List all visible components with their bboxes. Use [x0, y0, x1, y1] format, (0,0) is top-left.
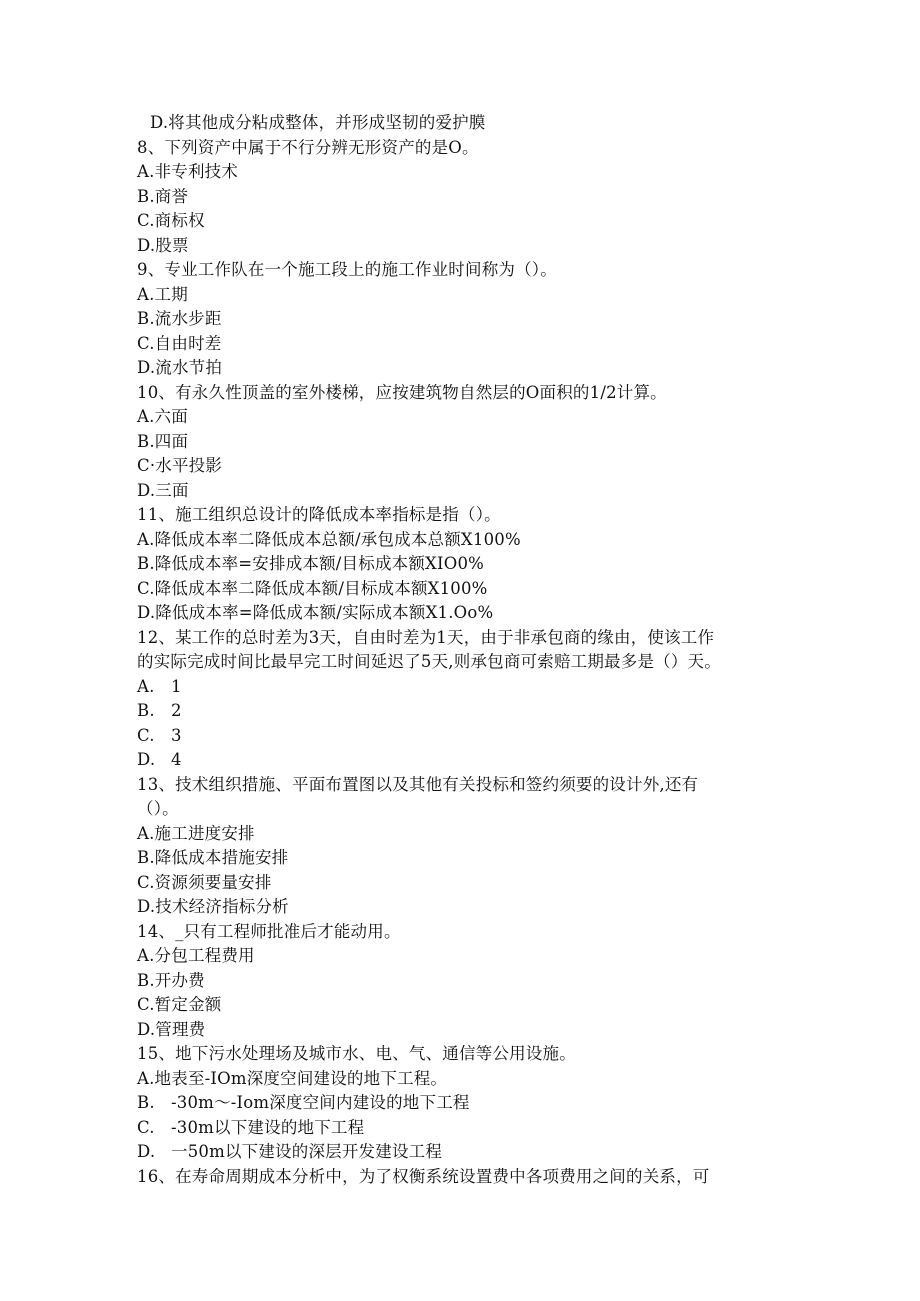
q9-option-b: B.流水步距	[137, 309, 222, 328]
q13-question-line-1: 13、技术组织措施、平面布置图以及其他有关投标和签约须要的设计外,还有	[137, 774, 699, 794]
q12-option-c-letter: C.	[137, 725, 155, 745]
q9-question: 9、专业工作队在一个施工段上的施工作业时间称为（）。	[137, 260, 557, 279]
q15-option-b: B. -30m～-Iom深度空间内建设的地下工程	[137, 1093, 470, 1112]
q14-option-a: A.分包工程费用	[137, 946, 255, 965]
q12-option-d-letter: D.	[137, 750, 156, 769]
document-body	[137, 111, 797, 1189]
q15-option-b-text: -30m～-Iom深度空间内建设的地下工程	[171, 1093, 470, 1112]
q13-option-d: D.技术经济指标分析	[137, 897, 289, 916]
q12-option-a	[137, 675, 797, 700]
q8-option-c: C.商标权	[137, 211, 205, 230]
q10-option-a: A.六面	[137, 407, 188, 426]
q11-option-a: A.降低成本率二降低成本总额/承包成本总额X100%	[137, 529, 521, 549]
q12-option-a-letter: A.	[137, 676, 155, 696]
q10-option-d: D.三面	[137, 480, 189, 500]
q15-option-a: A.地表至-IOm深度空间建设的地下工程。	[137, 1068, 448, 1088]
q11-question: 11、施工组织总设计的降低成本率指标是指（）。	[137, 505, 501, 524]
q12-option-d-value: 4	[171, 750, 182, 769]
q12-option-b-letter: B.	[137, 701, 155, 720]
q12-option-b	[137, 699, 797, 724]
q15-option-d: D. 一50m以下建设的深层开发建设工程	[137, 1142, 443, 1161]
q15-option-d-text: 一50m以下建设的深层开发建设工程	[171, 1142, 443, 1161]
q10-option-b: B.四面	[137, 431, 189, 451]
q13-question-line-2: （）。	[137, 799, 179, 818]
q7-option-d: D.将其他成分粘成整体，并形成坚韧的爱护膜	[150, 113, 486, 132]
q9-option-d: D.流水节拍	[137, 358, 223, 377]
q14-option-b: B.开办费	[137, 970, 205, 990]
q8-option-a: A.非专利技术	[137, 162, 239, 181]
q8-option-d: D.股票	[137, 235, 189, 255]
q13-option-b: B.降低成本措施安排	[137, 848, 289, 867]
q12-option-c-value: 3	[171, 725, 182, 745]
q14-option-c: C.暂定金额	[137, 995, 222, 1014]
q10-option-c: C·水平投影	[137, 456, 223, 475]
q12-question-line-1: 12、某工作的总时差为3天，自由时差为1天，由于非承包商的缘由，使该工作	[137, 627, 715, 647]
q8-question: 8、下列资产中属于不行分辨无形资产的是O。	[137, 137, 479, 157]
q9-option-a: A.工期	[137, 284, 188, 304]
q12-question-line-2: 的实际完成时间比最早完工时间延迟了5天,则承包商可索赔工期最多是（）天。	[137, 652, 721, 671]
q13-option-c: C.资源须要量安排	[137, 872, 272, 892]
q9-option-c: C.自由时差	[137, 333, 222, 353]
q12-option-b-value: 2	[171, 701, 182, 720]
q11-option-d: D.降低成本率=降低成本额/实际成本额X1.Oo%	[137, 603, 494, 622]
q11-option-c: C.降低成本率二降低成本额/目标成本额X100%	[137, 578, 488, 598]
q14-option-d: D.管理费	[137, 1019, 206, 1039]
q16-question-line-1: 16、在寿命周期成本分析中，为了权衡系统设置费中各项费用之间的关系，可	[137, 1166, 710, 1186]
q15-option-c: C. -30m以下建设的地下工程	[137, 1117, 365, 1137]
q15-question: 15、地下污水处理场及城市水、电、气、通信等公用设施。	[137, 1044, 576, 1063]
q15-option-c-text: -30m以下建设的地下工程	[171, 1117, 365, 1137]
q14-question: 14、_只有工程师批准后才能动用。	[137, 921, 401, 941]
q11-option-b: B.降低成本率=安排成本额/目标成本额XIO0%	[137, 554, 485, 573]
q12-option-c	[137, 724, 797, 749]
q13-option-a: A.施工进度安排	[137, 823, 255, 843]
q12-option-a-value: 1	[171, 676, 182, 696]
q8-option-b: B.商誉	[137, 186, 189, 206]
q10-question: 10、有永久性顶盖的室外楼梯，应按建筑物自然层的O面积的1/2计算。	[137, 382, 667, 402]
q12-option-d	[137, 748, 797, 773]
